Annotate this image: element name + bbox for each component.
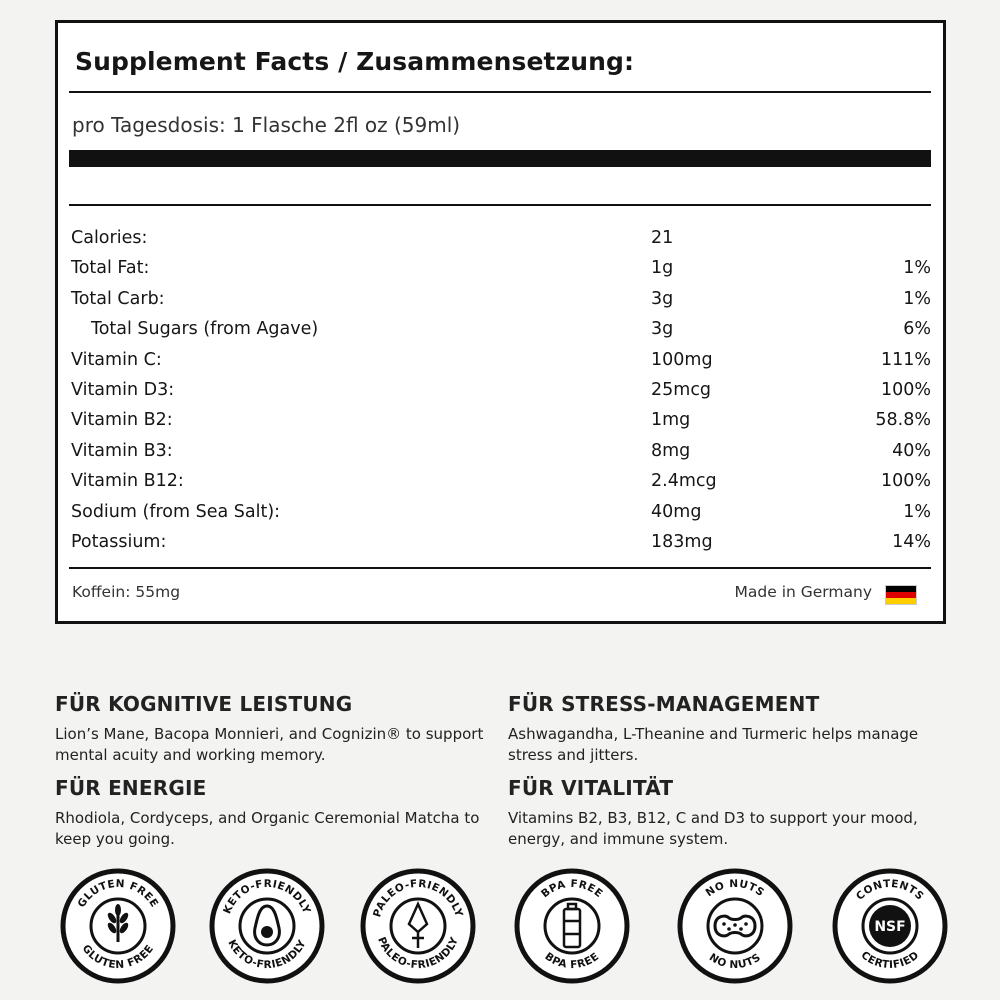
nutrient-amount: 1g [651,258,674,279]
benefit-text: Rhodiola, Cordyceps, and Organic Ceremonial Matcha to keep you going. [55,809,480,848]
nutrient-percent: 100% [880,471,931,492]
facts-row [69,314,931,344]
facts-table [69,223,931,557]
facts-row [69,284,931,314]
benefit-text: Ashwagandha, L-Theanine and Turmeric helps manage stress and jitters. [508,725,919,764]
badge-top-text: GLUTEN FREE [75,877,161,910]
badge-bottom-text: GLUTEN FREE [79,942,157,972]
caffeine-note: Koffein: 55mg [72,583,181,601]
facts-row [69,345,931,375]
badge-bpa-free [514,868,630,984]
nutrient-label: Potassium: [71,531,167,552]
nutrient-amount: 25mcg [651,379,712,400]
benefit-cognitive [55,692,495,766]
facts-row [69,253,931,283]
badge-bottom-text: KETO-FRIENDLY [225,937,309,972]
nutrient-amount: 8mg [651,440,691,461]
divider [69,204,931,206]
nutrient-label: Vitamin D3: [71,379,175,400]
benefit-stress [508,692,948,766]
benefit-title: FÜR VITALITÄT [508,776,674,800]
benefit-text: Lion’s Mane, Bacopa Monnieri, and Cognizin® to support mental acuity and working memory. [55,725,484,764]
badge-keto-friendly [209,868,325,984]
thick-divider [69,150,931,167]
badge-no-nuts [677,868,793,984]
nutrient-percent: 100% [880,379,931,400]
nutrient-label: Sodium (from Sea Salt): [71,501,281,522]
nutrient-percent: 1% [903,501,931,522]
facts-row [69,405,931,435]
nutrient-label: Total Fat: [71,258,150,279]
badge-top-text: PALEO-FRIENDLY [371,877,465,919]
nutrient-label: Vitamin B2: [71,410,173,431]
flag-stripe [886,598,916,604]
facts-row [69,436,931,466]
nutrient-amount: 1mg [651,410,691,431]
nsf-label: NSF [874,919,906,935]
badge-nsf-certified [832,868,948,984]
serving-size: pro Tagesdosis: 1 Flasche 2fl oz (59ml) [72,113,461,137]
badge-paleo-friendly [360,868,476,984]
badge-bottom-text: CERTIFIED [858,949,922,972]
nutrient-percent: 40% [892,440,931,461]
nutrient-percent: 1% [903,288,931,309]
nutrient-amount: 3g [651,288,674,309]
facts-row [69,527,931,557]
benefit-vitality [508,776,948,850]
nutrient-amount: 2.4mcg [651,471,717,492]
nutrient-percent: 1% [903,258,931,279]
benefit-energy [55,776,495,850]
badge-top-text: NO NUTS [703,877,767,900]
nsf-icon [869,905,911,947]
badge-bottom-text: BPA FREE [542,950,602,972]
facts-title: Supplement Facts / Zusammensetzung: [75,47,635,76]
badge-gluten-free [60,868,176,984]
badge-top-text: KETO-FRIENDLY [221,877,313,916]
germany-flag-icon [885,585,917,605]
nutrient-percent: 6% [903,319,931,340]
facts-row [69,375,931,405]
supplement-facts-panel [55,20,946,624]
nutrient-label: Total Carb: [71,288,165,309]
nutrient-percent: 58.8% [875,410,931,431]
nutrient-percent: 111% [880,349,931,370]
nutrient-label: Vitamin B3: [71,440,173,461]
divider [69,567,931,569]
benefit-title: FÜR KOGNITIVE LEISTUNG [55,692,353,716]
nutrient-percent: 14% [892,531,931,552]
badge-top-text: BPA FREE [539,877,605,901]
benefit-text: Vitamins B2, B3, B12, C and D3 to support your mood, energy, and immune system. [508,809,918,848]
nutrient-amount: 40mg [651,501,702,522]
benefit-title: FÜR STRESS-MANAGEMENT [508,692,820,716]
nutrient-amount: 21 [651,228,674,248]
nutrient-label: Vitamin C: [71,349,162,370]
nutrient-amount: 100mg [651,349,713,370]
nutrient-label: Vitamin B12: [71,471,184,492]
divider [69,91,931,93]
badge-top-text: CONTENTS [853,877,927,903]
nutrient-amount: 3g [651,319,674,340]
facts-row [69,497,931,527]
badge-bottom-text: PALEO-FRIENDLY [375,935,461,972]
nutrient-amount: 183mg [651,531,713,552]
nutrient-label: Calories: [71,228,148,248]
facts-row [69,223,931,253]
benefit-title: FÜR ENERGIE [55,776,207,800]
badge-bottom-text: NO NUTS [706,951,764,972]
nutrient-label: Total Sugars (from Agave) [91,319,319,340]
facts-row [69,466,931,496]
made-in-note: Made in Germany [734,583,872,601]
